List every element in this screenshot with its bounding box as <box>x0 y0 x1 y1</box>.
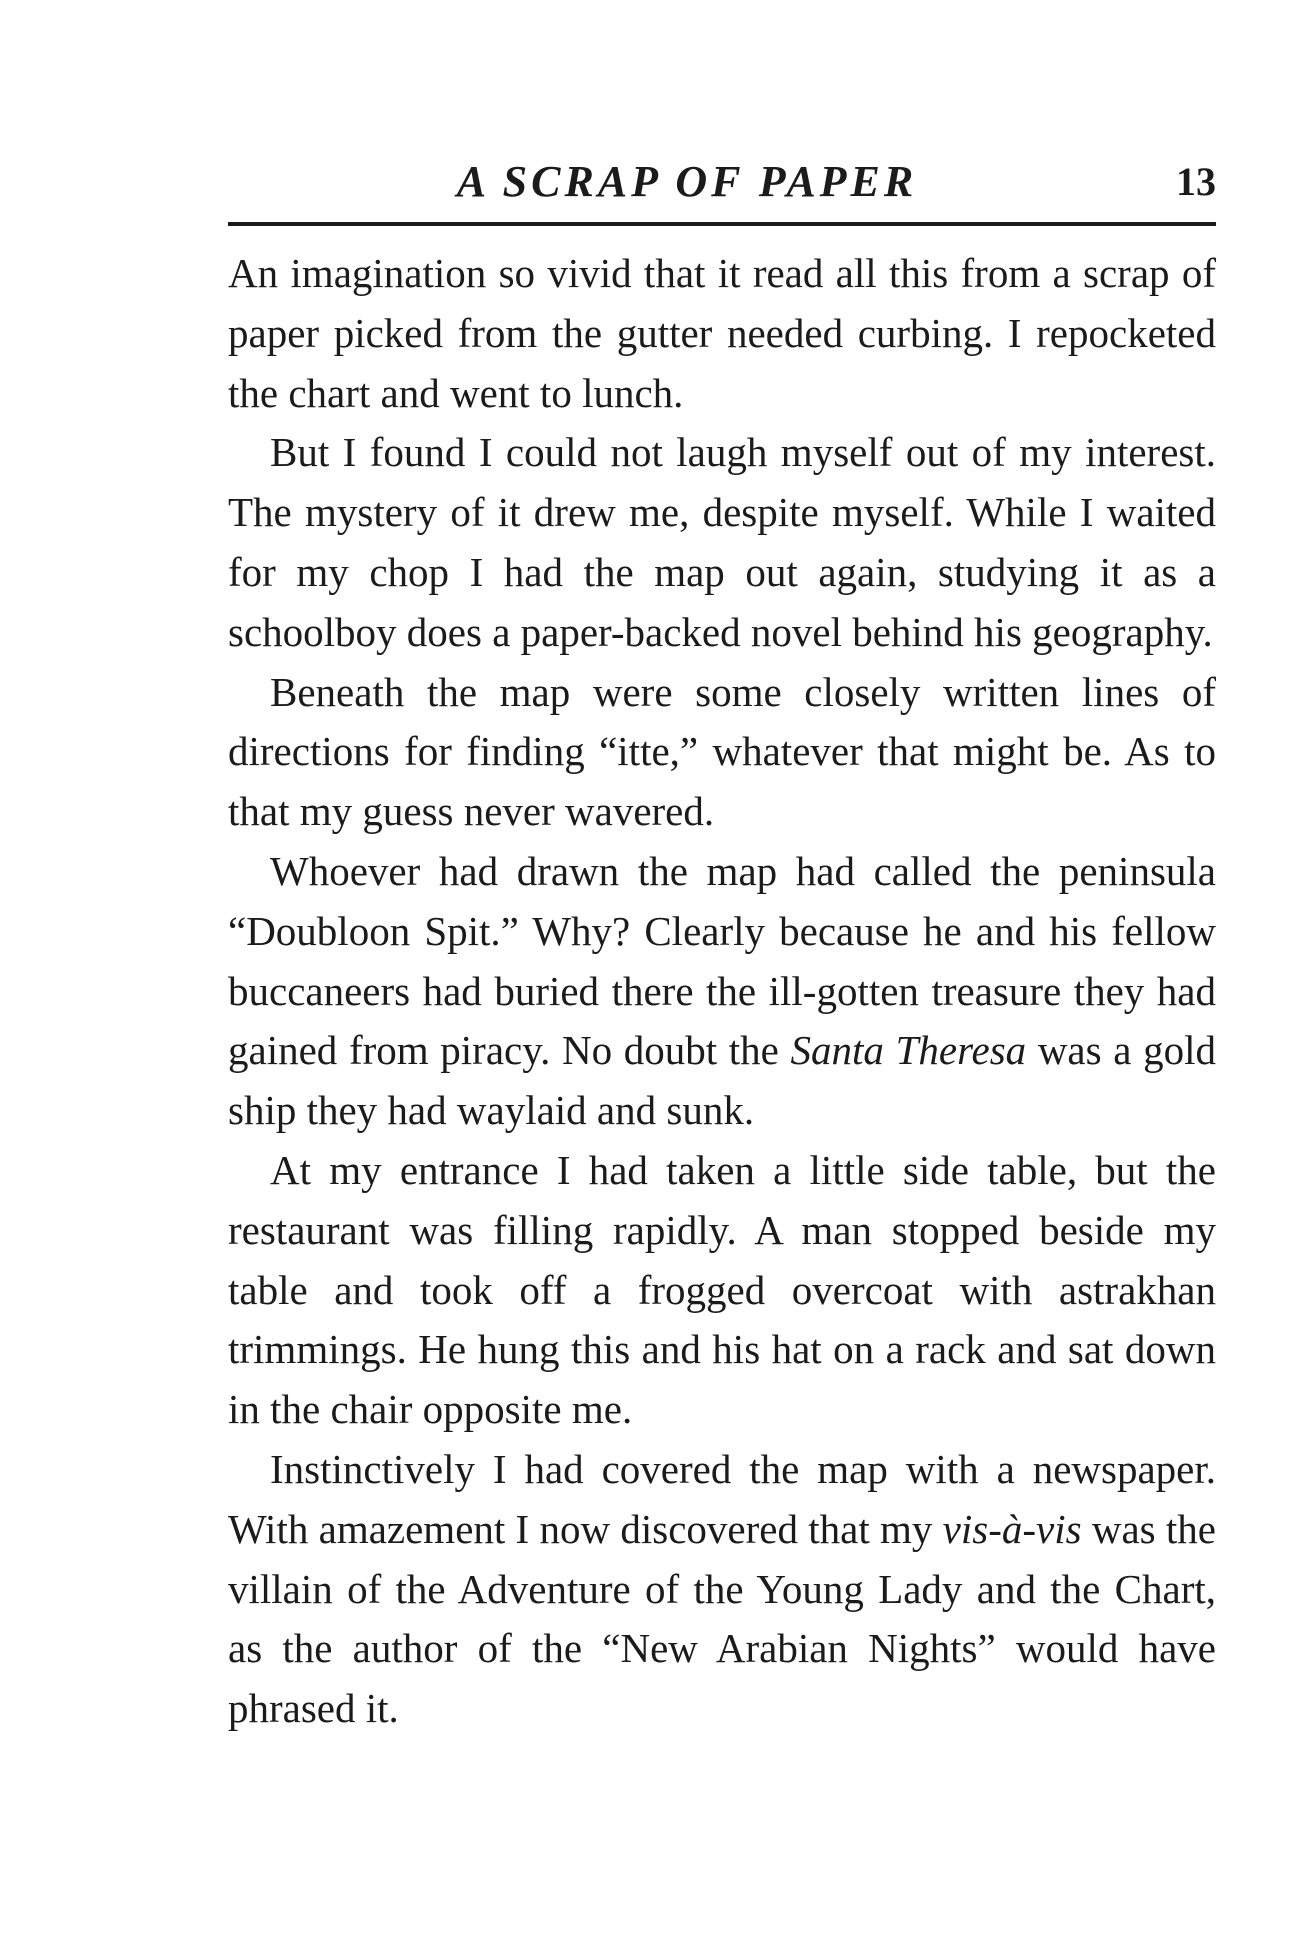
ship-name-italic: Santa Theresa <box>790 1027 1027 1074</box>
page-number: 13 <box>1176 159 1216 204</box>
paragraph-5: At my entrance I had taken a little side table, but the restaurant was filling rapidly. A man stopped beside my table and took off a frogged overcoat with astrakhan trimmings. He hung this and his hat on a rack and sat down in the chair opposite me. <box>228 1146 1216 1433</box>
paragraph-6-text-before: Instinctively I had covered the map with a newspaper. With amazement I now discovered that my <box>228 1445 1216 1552</box>
body-text <box>228 244 1216 1739</box>
paragraph-4-text-before: Whoever had drawn the map had called the peninsula “Doubloon Spit.” Why? Clearly because he and his fellow buccaneers had buried there the ill-gotten treasure they had gained from piracy. No doubt the <box>228 847 1216 1074</box>
paragraph-6-text-after: was the villain of the Adventure of the Young Lady and the Chart, as the author of the “New Arabian Nights” would have phrased it. <box>228 1505 1216 1732</box>
running-title: A SCRAP OF PAPER <box>456 157 918 206</box>
header-rule <box>228 222 1216 226</box>
running-head <box>228 152 1216 212</box>
paragraph-3: Beneath the map were some closely written lines of directions for finding “itte,” whatever that might be. As to that my guess never wavered. <box>228 668 1216 835</box>
paragraph-4-text-after: was a gold ship they had waylaid and sunk. <box>228 1027 1216 1134</box>
paragraph-4 <box>228 842 1216 1141</box>
paragraph-6 <box>228 1440 1216 1739</box>
paragraph-1: An imagination so vivid that it read all this from a scrap of paper picked from the gutter needed curbing. I repocketed the chart and went to lunch. <box>228 250 1216 416</box>
vis-a-vis-italic: vis-à-vis <box>942 1505 1082 1552</box>
paragraph-2: But I found I could not laugh myself out of my interest. The mystery of it drew me, despite myself. While I waited for my chop I had the map out again, studying it as a schoolboy does a paper-backed novel behind his geography. <box>228 429 1216 655</box>
